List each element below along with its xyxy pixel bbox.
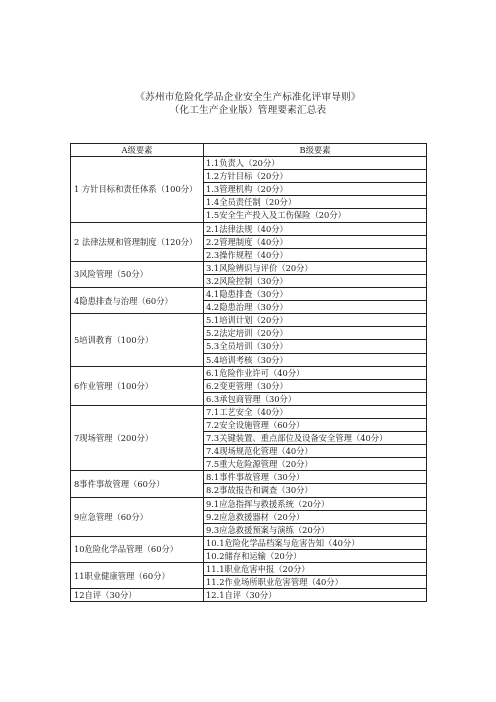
b-level-element: 5.1培训计划（20分）: [204, 314, 427, 327]
a-level-element: 4隐患排查与治理（60分）: [71, 288, 204, 314]
a-level-element: 12自评（30分）: [71, 589, 204, 602]
b-level-element: 9.1应急指挥与救援系统（20分）: [204, 497, 427, 510]
b-level-element: 7.3关键装置、重点部位及设备安全管理（40分）: [204, 432, 427, 445]
b-level-element: 7.2安全设施管理（60分）: [204, 418, 427, 431]
b-level-element: 4.1隐患排查（30分）: [204, 288, 427, 301]
table-row: [71, 222, 427, 235]
a-level-element: 5培训教育（100分）: [71, 314, 204, 366]
a-level-element: 6作业管理（100分）: [71, 366, 204, 405]
b-level-element: 3.1风险辨识与评价（20分）: [204, 261, 427, 274]
table-row: [71, 314, 427, 327]
b-level-element: 5.2法定培训（20分）: [204, 327, 427, 340]
b-level-element: 5.3全员培训（30分）: [204, 340, 427, 353]
header-b-level: B级要素: [204, 144, 427, 157]
b-level-element: 2.3操作规程（40分）: [204, 248, 427, 261]
table-row: [71, 536, 427, 549]
b-level-element: 1.3管理机构（20分）: [204, 183, 427, 196]
a-level-element: 8事件事故管理（60分）: [71, 471, 204, 497]
table-row: [71, 366, 427, 379]
b-level-element: 7.1工艺安全（40分）: [204, 405, 427, 418]
table-body: [71, 157, 427, 602]
b-level-element: 6.1危险作业许可（40分）: [204, 366, 427, 379]
b-level-element: 1.1负责人（20分）: [204, 157, 427, 170]
b-level-element: 3.2风险控制（30分）: [204, 274, 427, 287]
b-level-element: 2.1法律法规（40分）: [204, 222, 427, 235]
a-level-element: 7现场管理（200分）: [71, 405, 204, 470]
table-row: [71, 497, 427, 510]
b-level-element: 6.3承包商管理（30分）: [204, 392, 427, 405]
b-level-element: 4.2隐患治理（30分）: [204, 301, 427, 314]
b-level-element: 1.4全员责任制（20分）: [204, 196, 427, 209]
a-level-element: 10危险化学品管理（60分）: [71, 536, 204, 562]
b-level-element: 9.3应急救援预案与演练（20分）: [204, 523, 427, 536]
b-level-element: 5.4培训考核（30分）: [204, 353, 427, 366]
b-level-element: 2.2管理制度（40分）: [204, 235, 427, 248]
table-header-row: [71, 144, 427, 157]
table-row: [71, 288, 427, 301]
b-level-element: 7.5重大危险源管理（20分）: [204, 458, 427, 471]
header-a-level: A级要素: [71, 144, 204, 157]
table-row: [71, 563, 427, 576]
table-row: [71, 405, 427, 418]
page-subtitle: （化工生产企业版）管理要素汇总表: [169, 105, 327, 116]
b-level-element: 1.5安全生产投入及工伤保险（20分）: [204, 209, 427, 222]
b-level-element: 1.2方针目标（20分）: [204, 170, 427, 183]
table-row: [71, 157, 427, 170]
table-row: [71, 261, 427, 274]
b-level-element: 11.2作业场所职业危害管理（40分）: [204, 576, 427, 589]
b-level-element: 10.2储存和运输（20分）: [204, 549, 427, 562]
elements-summary-table: [70, 143, 427, 602]
b-level-element: 8.1事件事故管理（30分）: [204, 471, 427, 484]
b-level-element: 12.1自评（30分）: [204, 589, 427, 602]
b-level-element: 7.4现场规范化管理（40分）: [204, 445, 427, 458]
a-level-element: 9应急管理（60分）: [71, 497, 204, 536]
a-level-element: 1 方针目标和责任体系（100分）: [71, 157, 204, 222]
b-level-element: 9.2应急救援器材（20分）: [204, 510, 427, 523]
b-level-element: 11.1职业危害申报（20分）: [204, 563, 427, 576]
a-level-element: 3风险管理（50分）: [71, 261, 204, 287]
a-level-element: 11职业健康管理（60分）: [71, 563, 204, 589]
a-level-element: 2 法律法规和管理制度（120分）: [71, 222, 204, 261]
b-level-element: 8.2事故报告和调查（30分）: [204, 484, 427, 497]
page-title: 《苏州市危险化学品企业安全生产标准化评审导则》: [135, 92, 361, 103]
table-row: [71, 471, 427, 484]
b-level-element: 10.1危险化学品档案与危害告知（40分）: [204, 536, 427, 549]
b-level-element: 6.2变更管理（30分）: [204, 379, 427, 392]
table-row: [71, 589, 427, 602]
